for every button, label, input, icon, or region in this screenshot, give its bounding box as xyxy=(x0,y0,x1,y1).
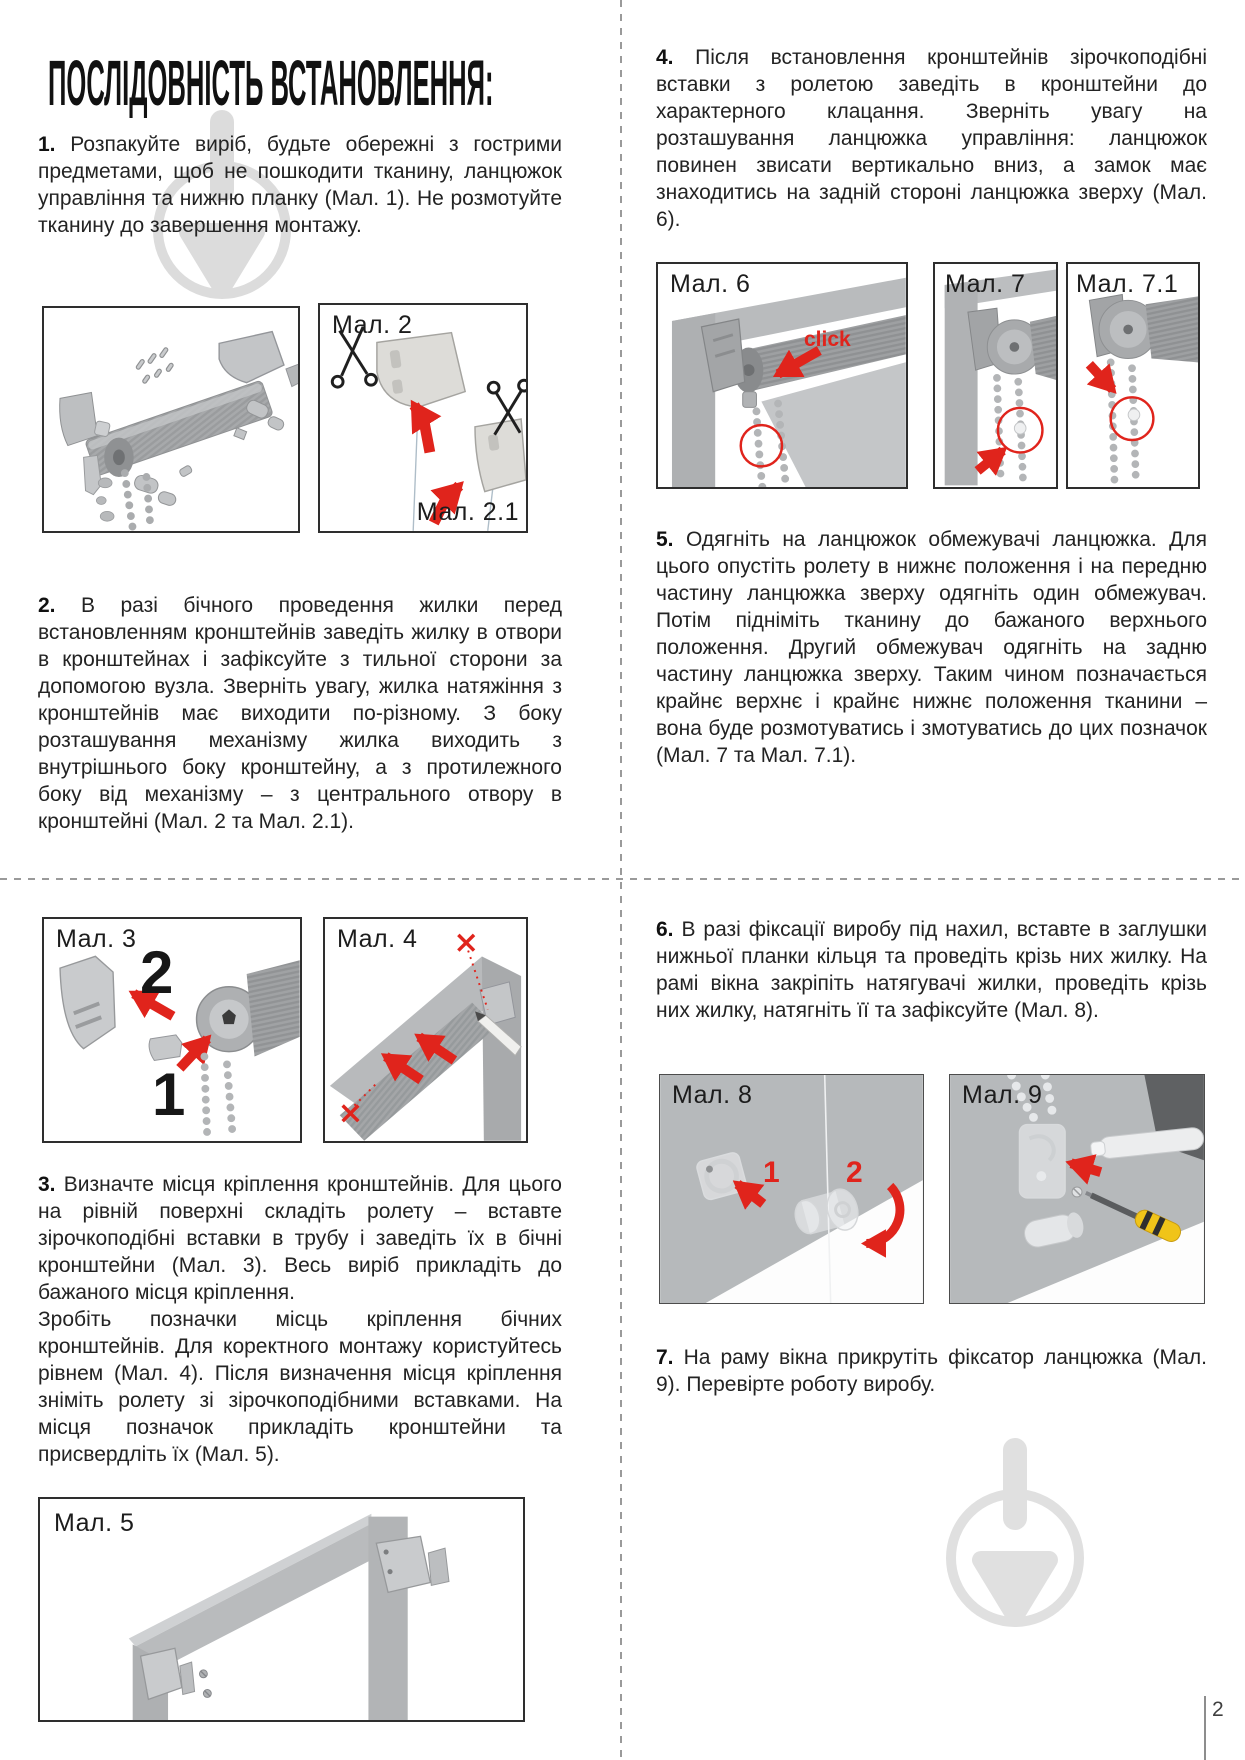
roller-fabric xyxy=(247,960,300,1056)
step-3-number: 3. xyxy=(38,1173,56,1196)
mechanism-part xyxy=(84,455,102,494)
plumb-stem xyxy=(1003,1438,1027,1530)
step-1-paragraph xyxy=(38,131,562,239)
window-frame-beam xyxy=(136,1524,398,1668)
step-7-text: На раму вікна прикрутіть фіксатор ланцюжка (Мал. 9). Перевірте роботу виробу. xyxy=(656,1346,1207,1396)
step-4-paragraph xyxy=(656,44,1207,233)
step-6-paragraph xyxy=(656,916,1207,1024)
roller-fabric xyxy=(1146,296,1198,362)
figure-5 xyxy=(38,1497,525,1722)
bead-chain xyxy=(125,473,133,528)
screw-head xyxy=(387,1569,392,1574)
step-4-text: Після встановлення кронштейнів зірочкоподібні вставки з ролетою заведіть в кронштейни до характерного клацання. Зверніть увагу на розташування ланцюжка управління: ланцюжок повинен звисати вертикально вниз, а замок має знаходитись на задній стороні ланцюжка зверху (Мал. 6). xyxy=(656,46,1207,231)
figure-7-1-caption: Мал. 7.1 xyxy=(1076,270,1179,298)
figure-7-caption: Мал. 7 xyxy=(945,270,1026,298)
callout-number-2: 2 xyxy=(846,1156,863,1189)
bead-chain xyxy=(1132,368,1136,483)
click-label: click xyxy=(804,328,851,351)
figure-1-exploded-view xyxy=(42,306,300,533)
bracket xyxy=(219,332,284,383)
plugs xyxy=(133,465,193,507)
bracket-clip xyxy=(286,363,298,387)
bead-chain xyxy=(227,1064,233,1139)
bracket xyxy=(60,392,98,445)
step-2-paragraph xyxy=(38,592,562,835)
step-7-paragraph xyxy=(656,1344,1207,1398)
figure-8-caption: Мал. 8 xyxy=(672,1081,753,1109)
step-3b-paragraph xyxy=(38,1306,562,1468)
page-number-divider xyxy=(1204,1696,1206,1760)
roller-fabric xyxy=(1030,316,1056,380)
bracket xyxy=(141,1648,182,1699)
chain-connector xyxy=(743,392,757,408)
step-3-text: Визначте місця кріплення кронштейнів. Для цього на рівній поверхні складіть ролету – вставте зірочкоподібні вставки в трубу і заведіть їх в бічні кронштейни (Мал. 3). Весь виріб прикладіть до бажаного місця кріплення. xyxy=(38,1173,562,1304)
figure-2-caption: Мал. 2 xyxy=(332,311,413,339)
chain-stopper xyxy=(1014,422,1026,434)
screws xyxy=(136,347,174,384)
step-1-text: Розпакуйте виріб, будьте обережні з гострими предметами, щоб не пошкодити тканину, ланцюжок управління та нижню планку (Мал. 1). Не розмотуйте тканину до завершення монтажу. xyxy=(38,133,562,237)
step-3b-text: Зробіть позначки місць кріплення бічних кронштейнів. Для коректного монтажу користуйтесь рівнем (Мал. 4). Після визначення місця кріплення зніміть ролету зі зірочкоподібними вставками. На місця позначок прикладіть кронштейни та присвердліть їх (Мал. 5). xyxy=(38,1308,562,1466)
screws xyxy=(199,1670,211,1698)
figure-2-1-caption: Мал. 2.1 xyxy=(416,498,519,526)
figure-5-caption: Мал. 5 xyxy=(54,1509,135,1537)
frame-top-face xyxy=(129,1514,372,1647)
screw xyxy=(1072,1187,1082,1197)
step-4-number: 4. xyxy=(656,46,674,69)
figure-6 xyxy=(656,262,908,489)
figure-6-caption: Мал. 6 xyxy=(670,270,751,298)
figure-3-caption: Мал. 3 xyxy=(56,925,137,953)
figure-7-1 xyxy=(1066,262,1200,489)
bead-chain xyxy=(204,1057,207,1140)
chain-stopper xyxy=(1128,409,1140,421)
latch-clip xyxy=(149,1035,182,1061)
red-arrow xyxy=(1089,364,1112,389)
figure-2 xyxy=(318,303,528,533)
step-2-number: 2. xyxy=(38,594,56,617)
callout-number-1: 1 xyxy=(763,1156,780,1189)
figure-4-caption: Мал. 4 xyxy=(337,925,418,953)
callout-number-1: 1 xyxy=(152,1061,186,1128)
page-number: 2 xyxy=(1212,1698,1224,1721)
bead-chain xyxy=(756,411,762,487)
step-6-number: 6. xyxy=(656,918,674,941)
step-6-text: В разі фіксації виробу під нахил, вставте в заглушки нижньої планки кільця та проведіть крізь них жилку. На рамі вікна закріпіть натягувачі жилки, проведіть крізь них жилку, натягніть її та зафіксуйте (Мал. 8). xyxy=(656,918,1207,1022)
step-7-number: 7. xyxy=(656,1346,674,1369)
figure-4 xyxy=(323,917,528,1143)
figure-9-caption: Мал. 9 xyxy=(962,1081,1043,1109)
figure-7 xyxy=(933,262,1058,489)
page-title: ПОСЛІДОВНІСТЬ ВСТАНОВЛЕННЯ: xyxy=(48,47,494,119)
step-2-text: В разі бічного проведення жилки перед встановленням кронштейнів заведіть жилку в отвори в кронштейнах і зафіксуйте з тильної сторони за допомогою вузла. Зверніть увагу, жилка натяжіння з кронштейнів має виходити по-різному. З боку розташування механізму жилка виходить з внутрішнього боку кронштейну, а з протилежного боку від механізму – з центрального отвору в кронштейні (Мал. 2 та Мал. 2.1). xyxy=(38,594,562,833)
bracket xyxy=(377,333,465,408)
step-5-text: Одягніть на ланцюжок обмежувачі ланцюжка. Для цього опустіть ролету в нижнє положення і на передню частину ланцюжка зверху одягніть один обмежувач. Потім підніміть тканину до бажаного верхнього положення. Другий обмежувач одягніть на задню частину ланцюжка зверху. Таким чином позначається крайнє верхнє і крайнє нижнє положення тканини – вона буде розмотуватись і змотуватись до цих позначок (Мал. 7 та Мал. 7.1). xyxy=(656,528,1208,767)
plumb-bob xyxy=(188,232,256,288)
callout-number-2: 2 xyxy=(140,939,174,1006)
step-5-number: 5. xyxy=(656,528,674,551)
row-divider-dashed xyxy=(0,878,1245,880)
step-1-number: 1. xyxy=(38,133,56,156)
figure-3 xyxy=(42,917,302,1143)
screw-head xyxy=(384,1549,389,1554)
bracket-wing xyxy=(428,1548,449,1585)
plumb-bob xyxy=(981,1560,1049,1616)
x-mark xyxy=(458,935,474,951)
figure-9 xyxy=(949,1074,1205,1304)
exploded-roller-illustration xyxy=(44,308,298,531)
column-divider-dashed xyxy=(620,0,622,1760)
bracket-wing xyxy=(180,1662,195,1694)
figure-8 xyxy=(659,1074,924,1304)
step-3-paragraph xyxy=(38,1171,562,1306)
step-5-paragraph xyxy=(656,526,1207,769)
washers xyxy=(96,478,114,521)
watermark-logo xyxy=(935,1426,1095,1671)
bracket xyxy=(60,956,115,1048)
